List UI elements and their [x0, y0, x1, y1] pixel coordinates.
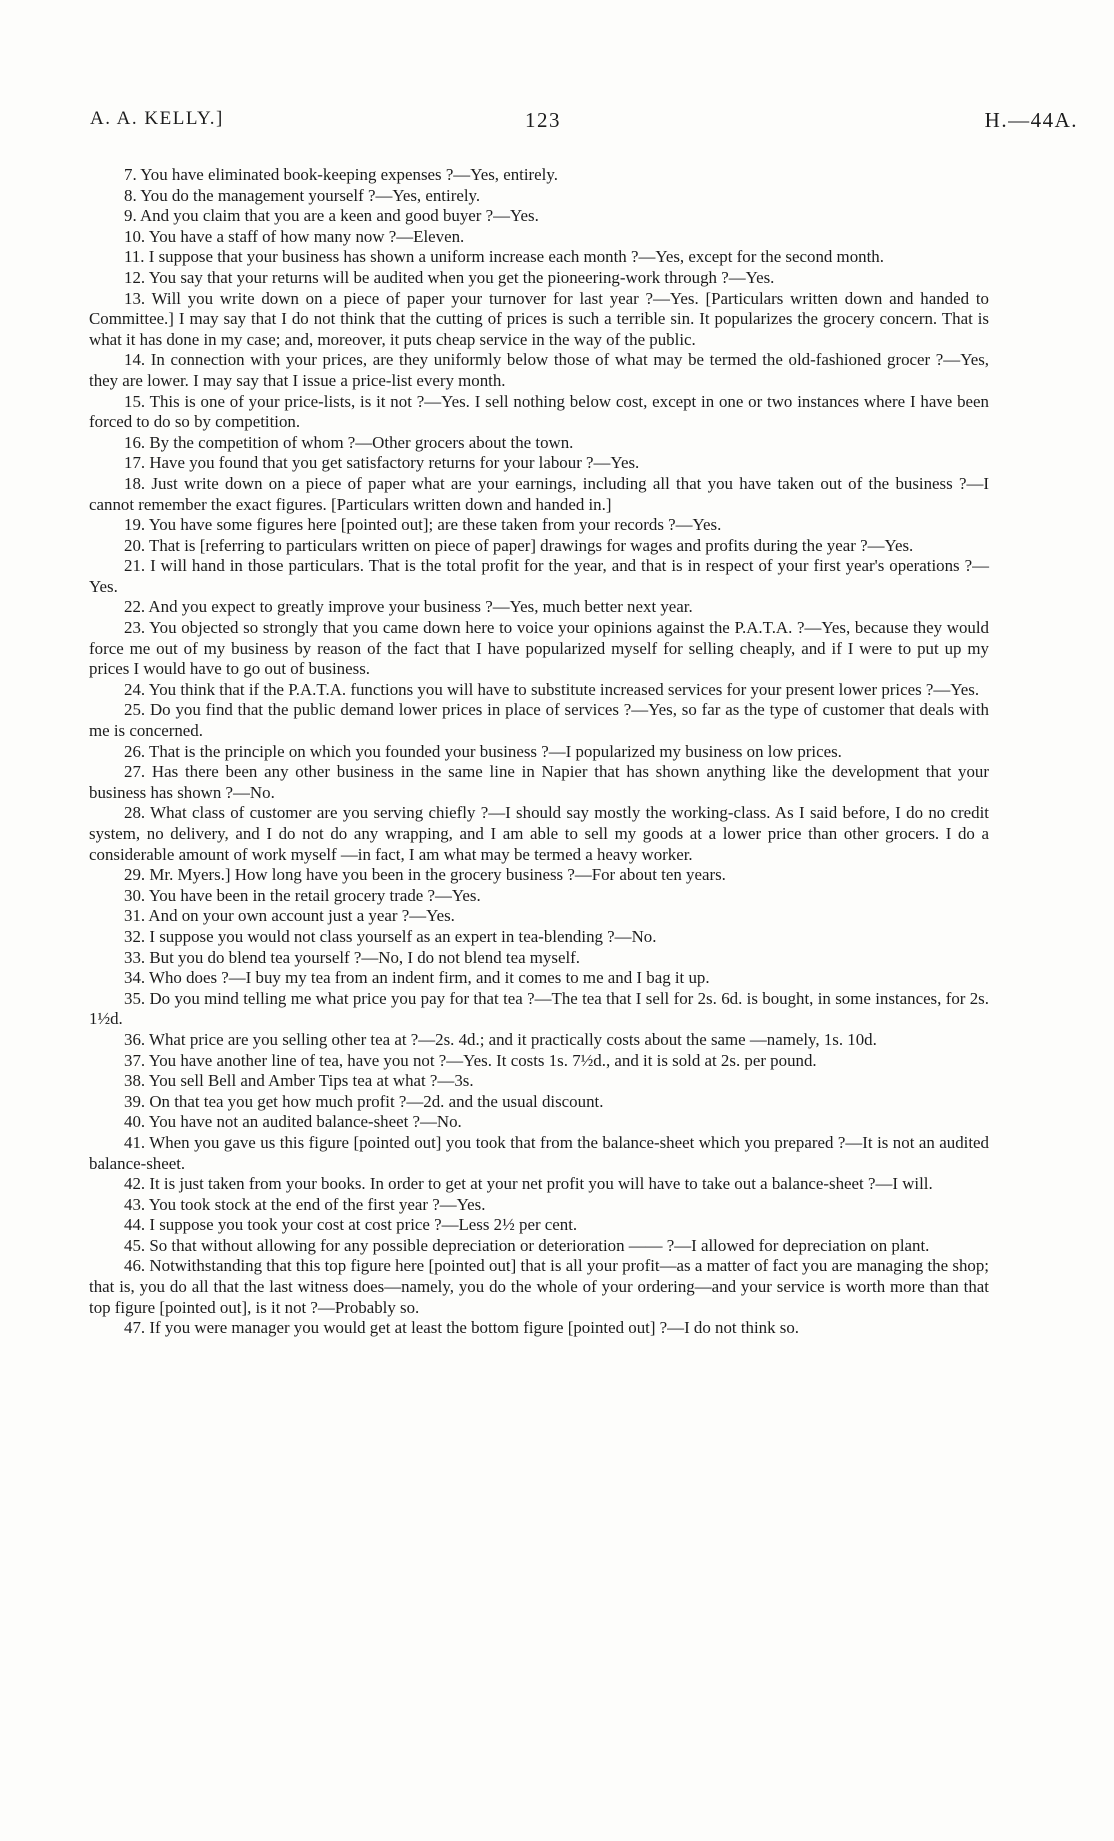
item-number: 24. — [124, 679, 146, 699]
item-text: And you expect to greatly improve your business ?—Yes, much better next year. — [148, 597, 693, 617]
item-number: 22. — [124, 597, 146, 617]
item-number: 20. — [124, 535, 146, 555]
testimony-item — [89, 1256, 989, 1318]
item-number: 27. — [124, 762, 146, 782]
item-text: That is the principle on which you founded your business ?—I popularized my business on low prices. — [149, 741, 842, 761]
testimony-item — [89, 906, 989, 927]
testimony-item — [89, 1236, 989, 1257]
item-number: 38. — [124, 1071, 146, 1091]
item-number: 46. — [124, 1256, 146, 1276]
testimony-item — [89, 865, 989, 886]
item-number: 33. — [124, 947, 146, 967]
item-number: 34. — [124, 968, 146, 988]
item-text: I suppose that your business has shown a uniform increase each month ?—Yes, except for the second month. — [148, 247, 884, 267]
item-text: If you were manager you would get at least the bottom figure [pointed out] ?—I do not think so. — [149, 1318, 800, 1338]
item-number: 23. — [124, 618, 146, 638]
testimony-item — [89, 680, 989, 701]
item-number: 39. — [124, 1091, 146, 1111]
testimony-item — [89, 556, 989, 597]
item-number: 19. — [124, 515, 146, 535]
item-number: 9. — [124, 206, 137, 226]
item-text: By the competition of whom ?—Other grocers about the town. — [149, 432, 574, 452]
testimony-item — [89, 227, 989, 248]
testimony-item — [89, 1071, 989, 1092]
testimony-item — [89, 247, 989, 268]
testimony-item — [89, 886, 989, 907]
item-text: You say that your returns will be audited when you get the pioneering-work through ?—Yes. — [148, 267, 775, 287]
page-header — [90, 108, 1078, 136]
item-number: 18. — [124, 473, 146, 493]
item-text: You think that if the P.A.T.A. functions you will have to substitute increased services for your present lower prices ?—Yes. — [148, 679, 980, 699]
item-number: 12. — [124, 267, 146, 287]
testimony-item — [89, 1133, 989, 1174]
testimony-body — [89, 165, 989, 1339]
item-number: 7. — [124, 165, 137, 184]
testimony-item — [89, 474, 989, 515]
item-text: So that without allowing for any possible depreciation or deterioration —— ?—I allowed for depreciation on plant. — [149, 1235, 930, 1255]
item-text: You have some figures here [pointed out]; are these taken from your records ?—Yes. — [148, 515, 722, 535]
item-text: You objected so strongly that you came down here to voice your opinions against the P.A.T.A. ?—Yes, because they would force me out of my business by reason of the fact that I have popularized myself for selling cheaply, and if I were to put up my prices I would have to go out of business. — [89, 618, 989, 679]
item-number: 25. — [124, 700, 146, 720]
item-number: 13. — [124, 288, 146, 308]
item-text: You took stock at the end of the first year ?—Yes. — [148, 1194, 486, 1214]
testimony-item — [89, 762, 989, 803]
item-text: You have eliminated book-keeping expenses ?—Yes, entirely. — [140, 165, 558, 184]
item-number: 37. — [124, 1050, 146, 1070]
item-number: 29. — [124, 865, 146, 885]
testimony-item — [89, 1195, 989, 1216]
testimony-item — [89, 186, 989, 207]
item-text: And on your own account just a year ?—Yes. — [148, 906, 455, 926]
item-text: It is just taken from your books. In order to get at your net profit you will have to take out a balance-sheet ?—I will. — [149, 1174, 933, 1194]
testimony-item — [89, 1215, 989, 1236]
item-text: This is one of your price-lists, is it not ?—Yes. I sell nothing below cost, except in one or two instances where I have been forced to do so by competition. — [89, 391, 989, 432]
item-number: 47. — [124, 1318, 146, 1338]
testimony-item — [89, 989, 989, 1030]
item-text: Will you write down on a piece of paper your turnover for last year ?—Yes. [Particulars written down and handed to Committee.] I may say that I do not think that the cutting of prices is such a terrible sin. It popularizes the grocery concern. That is what it has done in my case; and, moreover, it puts cheap service in the way of the public. — [89, 288, 989, 349]
item-number: 40. — [124, 1112, 146, 1132]
testimony-item — [89, 1174, 989, 1195]
item-text: I suppose you took your cost at cost price ?—Less 2½ per cent. — [149, 1215, 578, 1235]
item-text: On that tea you get how much profit ?—2d. and the usual discount. — [149, 1091, 604, 1111]
item-text: You have a staff of how many now ?—Eleven. — [148, 226, 465, 246]
item-text: I will hand in those particulars. That is the total profit for the year, and that is in respect of your first year's operations ?—Yes. — [89, 556, 989, 596]
item-number: 35. — [124, 988, 146, 1008]
testimony-item — [89, 927, 989, 948]
item-number: 21. — [124, 556, 146, 576]
item-text: Mr. Myers.] How long have you been in the grocery business ?—For about ten years. — [149, 865, 726, 885]
testimony-item — [89, 597, 989, 618]
testimony-item — [89, 289, 989, 351]
item-text: You sell Bell and Amber Tips tea at what ?—3s. — [148, 1071, 474, 1091]
item-number: 11. — [124, 247, 145, 267]
testimony-item — [89, 392, 989, 433]
item-number: 16. — [124, 432, 146, 452]
item-text: When you gave us this figure [pointed out] you took that from the balance-sheet which you prepared ?—It is not an audited balance-sheet. — [89, 1132, 989, 1173]
item-number: 26. — [124, 741, 146, 761]
item-number: 36. — [124, 1029, 146, 1049]
testimony-item — [89, 1051, 989, 1072]
testimony-item — [89, 350, 989, 391]
item-number: 17. — [124, 453, 146, 473]
item-text: Do you find that the public demand lower prices in place of services ?—Yes, so far as the type of customer that deals with me is concerned. — [89, 700, 989, 741]
item-text: What price are you selling other tea at ?—2s. 4d.; and it practically costs about the same —namely, 1s. 10d. — [149, 1029, 877, 1049]
page-number: 123 — [525, 108, 561, 132]
item-number: 43. — [124, 1194, 146, 1214]
item-text: You have not an audited balance-sheet ?—No. — [148, 1112, 462, 1132]
item-text: In connection with your prices, are they uniformly below those of what may be termed the old-fashioned grocer ?—Yes, they are lower. I may say that I issue a price-list every month. — [89, 350, 989, 390]
item-number: 42. — [124, 1174, 146, 1194]
item-number: 8. — [124, 185, 137, 205]
item-text: I suppose you would not class yourself as an expert in tea-blending ?—No. — [149, 926, 657, 946]
item-number: 10. — [124, 226, 146, 246]
item-text: What class of customer are you serving chiefly ?—I should say mostly the working-class. As I said before, I do no credit system, no delivery, and I do not do any wrapping, and I am able to sell my goods at a lower price than other grocers. I do a considerable amount of work myself —in fact, I am what may be termed a heavy worker. — [89, 803, 990, 864]
testimony-item — [89, 948, 989, 969]
item-text: Do you mind telling me what price you pay for that tea ?—The tea that I sell for 2s. 6d. is bought, in some instances, for 2s. 1½d. — [89, 988, 989, 1029]
testimony-item — [89, 1092, 989, 1113]
item-text: Notwithstanding that this top figure here [pointed out] that is all your profit—as a matter of fact you are managing the shop; that is, you do all that the last witness does—namely, you do the whole of your ordering—and your service is worth more than that top figure [pointed out], is it not ?—Probably so. — [89, 1256, 989, 1317]
testimony-item — [89, 536, 989, 557]
testimony-item — [89, 1112, 989, 1133]
item-text: You have another line of tea, have you not ?—Yes. It costs 1s. 7½d., and it is sold at 2s. per pound. — [148, 1050, 817, 1070]
testimony-item — [89, 1318, 989, 1339]
item-text: You do the management yourself ?—Yes, entirely. — [140, 185, 481, 205]
item-number: 41. — [124, 1132, 146, 1152]
testimony-item — [89, 1030, 989, 1051]
item-number: 15. — [124, 391, 146, 411]
item-text: Just write down on a piece of paper what are your earnings, including all that you have taken out of the business ?—I cannot remember the exact figures. [Particulars written down and handed in.] — [89, 473, 989, 514]
testimony-item — [89, 742, 989, 763]
item-number: 32. — [124, 926, 146, 946]
testimony-item — [89, 803, 989, 865]
testimony-item — [89, 515, 989, 536]
item-number: 28. — [124, 803, 146, 823]
testimony-item — [89, 453, 989, 474]
testimony-item — [89, 433, 989, 454]
testimony-item — [89, 206, 989, 227]
item-text: Have you found that you get satisfactory returns for your labour ?—Yes. — [149, 453, 640, 473]
testimony-item — [89, 700, 989, 741]
item-text: You have been in the retail grocery trade ?—Yes. — [148, 885, 481, 905]
item-number: 30. — [124, 885, 146, 905]
witness-name: A. A. KELLY.] — [90, 108, 224, 129]
item-text: And you claim that you are a keen and good buyer ?—Yes. — [139, 206, 539, 226]
document-reference: H.—44A. — [984, 108, 1078, 132]
item-number: 44. — [124, 1215, 146, 1235]
testimony-item — [89, 268, 989, 289]
item-text: But you do blend tea yourself ?—No, I do not blend tea myself. — [149, 947, 580, 967]
item-number: 31. — [124, 906, 146, 926]
testimony-item — [89, 618, 989, 680]
item-text: Who does ?—I buy my tea from an indent firm, and it comes to me and I bag it up. — [149, 968, 710, 988]
item-text: That is [referring to particulars written on piece of paper] drawings for wages and profits during the year ?—Yes. — [149, 535, 914, 555]
item-number: 45. — [124, 1235, 146, 1255]
testimony-item — [89, 968, 989, 989]
item-number: 14. — [124, 350, 146, 370]
item-text: Has there been any other business in the same line in Napier that has shown anything like the development that your business has shown ?—No. — [89, 762, 989, 802]
testimony-item — [89, 165, 989, 186]
